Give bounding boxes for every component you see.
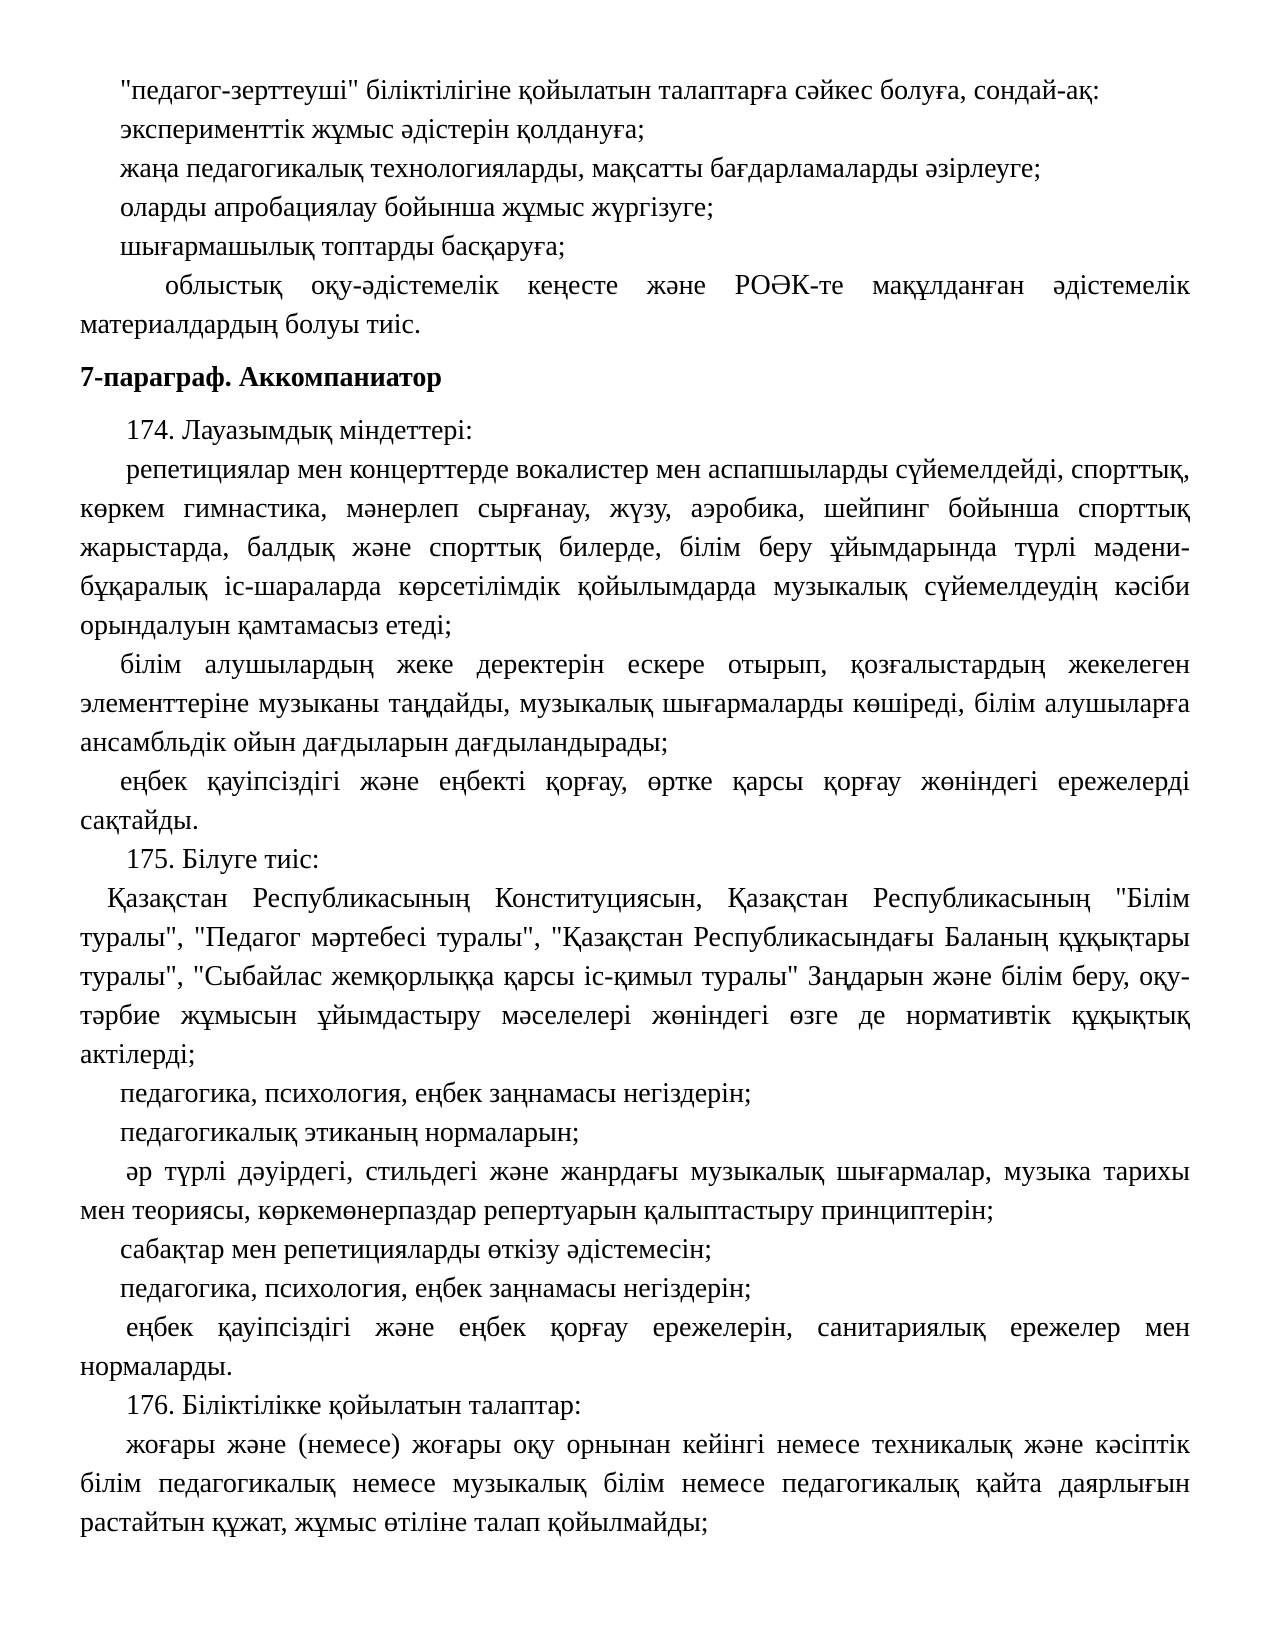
section-heading: 7-параграф. Аккомпаниатор [80,362,442,393]
paragraph: репетициялар мен концерттерде вокалистер мен аспапшыларды сүйемелдейді, спорттық, көркем гимнастика, мәнерлеп сырғанау, жүзу, аэробика, шейпинг бойынша спорттық жарыстарда, балдық және спорттық билерде, білім беру ұйымдарында түрлі мәдени-бұқаралық іс-шараларда көрсетілімдік қойылымдарда музыкалық сүйемелдеудің кәсіби орындалуын қамтамасыз етеді; [80,454,1190,641]
paragraph: білім алушылардың жеке деректерін ескере отырып, қозғалыстардың жекелеген элементтеріне музыканы таңдайды, музыкалық шығармаларды көшіреді, білім алушыларға ансамбльдік ойын дағдыларын дағдыландырады; [80,649,1190,758]
paragraph: сабақтар мен репетицияларды өткізу әдістемесін; [120,1234,713,1265]
paragraph: облыстық оқу-әдістемелік кеңесте және РОӘК-те мақұлданған әдістемелік материалдардың болуы тиіс. [80,270,1190,340]
paragraph-clause-number: 176. Біліктілікке қойылатын талаптар: [126,1390,582,1421]
paragraph: эксперименттік жұмыс әдістерін қолдануға; [120,114,645,145]
paragraph: еңбек қауіпсіздігі және еңбекті қорғау, өртке қарсы қорғау жөніндегі ережелерді сақтайды. [80,766,1190,836]
paragraph: "педагог-зерттеуші" біліктілігіне қойылатын талаптарға сәйкес болуға, сондай-ақ: [120,75,1100,106]
paragraph-clause-number: 175. Білуге тиіс: [126,844,320,875]
paragraph: Қазақстан Республикасының Конституциясын, Қазақстан Республикасының "Білім туралы", "Педагог мәртебесі туралы", "Қазақстан Республикасындағы Баланың құқықтары туралы", "Сыбайлас жемқорлыққа қарсы іс-қимыл туралы" Заңдарын және білім беру, оқу-тәрбие жұмысын ұйымдастыру мәселелері жөніндегі өзге де нормативтік құқықтық актілерді; [80,883,1190,1070]
paragraph: педагогика, психология, еңбек заңнамасы негіздерін; [120,1273,752,1304]
paragraph: жоғары және (немесе) жоғары оқу орнынан кейінгі немесе техникалық және кәсіптік білім педагогикалық немесе музыкалық білім немесе педагогикалық қайта даярлығын растайтын құжат, жұмыс өтіліне талап қойылмайды; [80,1429,1190,1538]
paragraph: еңбек қауіпсіздігі және еңбек қорғау ережелерін, санитариялық ережелер мен нормаларды. [80,1312,1190,1382]
paragraph: әр түрлі дәуірдегі, стильдегі және жанрдағы музыкалық шығармалар, музыка тарихы мен теориясы, көркемөнерпаздар репертуарын қалыптастыру принциптерін; [80,1156,1190,1226]
paragraph: педагогикалық этиканың нормаларын; [120,1117,580,1148]
paragraph-clause-number: 174. Лауазымдық міндеттері: [126,415,473,446]
paragraph: шығармашылық топтарды басқаруға; [120,231,566,262]
paragraph: педагогика, психология, еңбек заңнамасы негіздерін; [120,1078,752,1109]
paragraph: оларды апробациялау бойынша жұмыс жүргізуге; [120,192,714,223]
paragraph: жаңа педагогикалық технологияларды, мақсатты бағдарламаларды әзірлеуге; [120,153,1042,184]
